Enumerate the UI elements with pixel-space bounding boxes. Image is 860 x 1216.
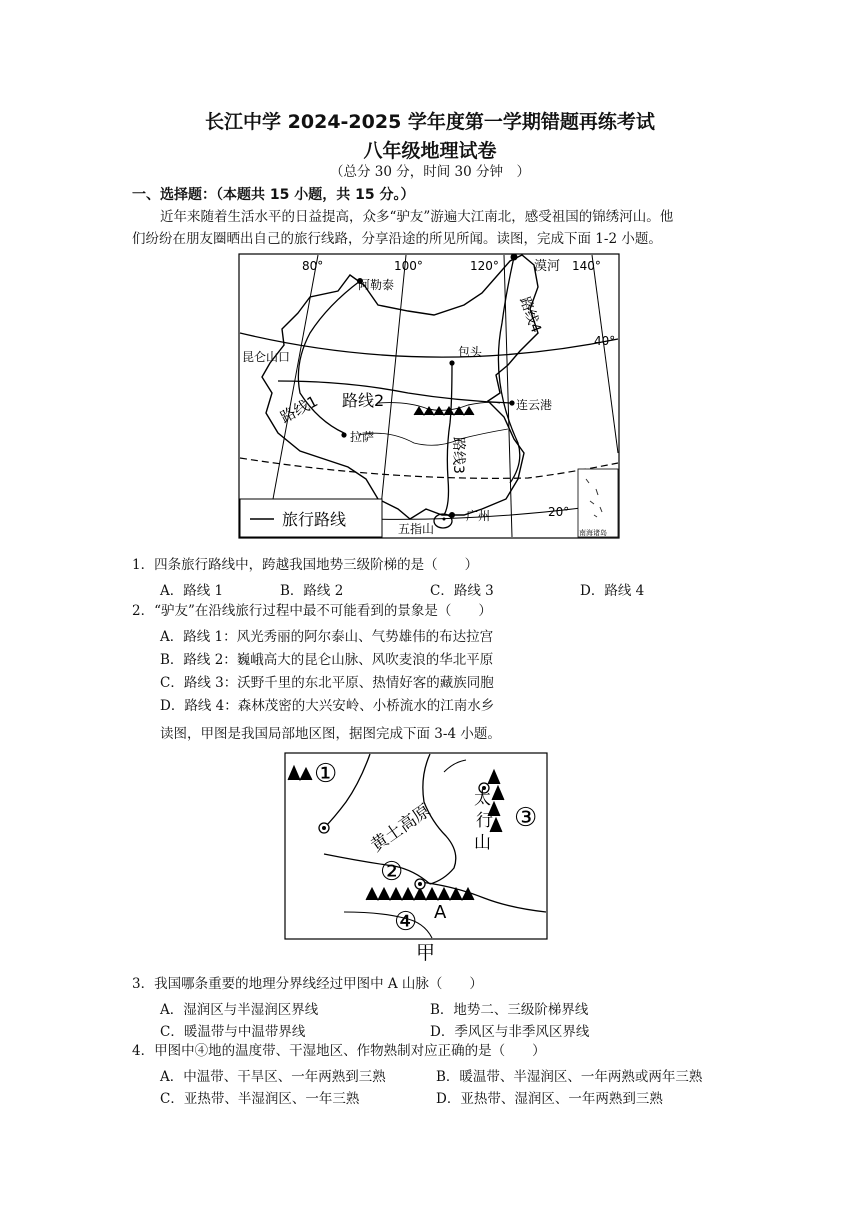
map-caption: 甲 xyxy=(416,942,436,962)
place-lianyungang: 连云港 xyxy=(516,398,553,412)
q3-stem: 3．我国哪条重要的地理分界线经过甲图中 A 山脉（ ） xyxy=(132,976,483,992)
q3-option-a[interactable]: A．湿润区与半湿润区界线 xyxy=(160,1002,319,1018)
route-3-label: 路线3 xyxy=(450,437,466,474)
q2-option-d[interactable]: D．路线 4：森林茂密的大兴安岭、小桥流水的江南水乡 xyxy=(160,698,495,714)
q4-option-d[interactable]: D．亚热带、湿润区、一年两熟到三熟 xyxy=(436,1091,663,1107)
taihang-char-3: 山 xyxy=(474,833,491,853)
exam-meta: （总分 30 分，时间 30 分钟 ） xyxy=(329,164,531,180)
lon-100: 100° xyxy=(394,259,423,273)
intro2-paragraph: 读图，甲图是我国局部地区图，据图完成下面 3-4 小题。 xyxy=(160,726,501,742)
q4-option-a[interactable]: A．中温带、干旱区、一年两熟到三熟 xyxy=(160,1069,386,1085)
q4-stem: 4．甲图中④地的温度带、干湿地区、作物熟制对应正确的是（ ） xyxy=(132,1043,546,1059)
q1-stem: 1．四条旅行路线中，跨越我国地势三级阶梯的是（ ） xyxy=(132,557,479,573)
route-4-label: 路线4 xyxy=(516,294,544,336)
loess-plateau-map xyxy=(284,752,548,962)
q2-option-a[interactable]: A．路线 1：风光秀丽的阿尔泰山、气势雄伟的布达拉宫 xyxy=(160,629,494,645)
place-lhasa: 拉萨 xyxy=(350,430,375,444)
q2-option-b[interactable]: B．路线 2：巍峨高大的昆仑山脉、风吹麦浪的华北平原 xyxy=(160,652,494,668)
taihang-char-2: 行 xyxy=(476,811,493,831)
china-travel-routes-map xyxy=(238,253,620,539)
label-4: ④ xyxy=(394,907,418,937)
q4-option-c[interactable]: C．亚热带、半湿润区、一年三熟 xyxy=(160,1091,360,1107)
exam-subtitle: 八年级地理试卷 xyxy=(363,140,497,162)
section-heading: 一、选择题：（本题共 15 小题，共 15 分。） xyxy=(132,187,415,203)
place-aletai: 阿勒泰 xyxy=(358,278,395,292)
legend-label: 旅行路线 xyxy=(282,510,347,529)
point-a-label: A xyxy=(434,902,447,923)
route-2-label: 路线2 xyxy=(342,391,385,410)
place-guangzhou: 广州 xyxy=(466,509,491,523)
q2-option-c[interactable]: C．路线 3：沃野千里的东北平原、热情好客的藏族同胞 xyxy=(160,675,494,691)
q4-option-b[interactable]: B．暖温带、半湿润区、一年两熟或两年三熟 xyxy=(436,1069,703,1085)
intro-paragraph-line1: 近年来随着生活水平的日益提高，众多“驴友”游遍大江南北，感受祖国的锦绣河山。他 xyxy=(160,209,674,225)
q3-option-c[interactable]: C．暖温带与中温带界线 xyxy=(160,1024,306,1040)
lon-120: 120° xyxy=(470,259,499,273)
place-wuzhishan: 五指山 xyxy=(398,522,435,536)
place-kunlun-pass: 昆仑山口 xyxy=(242,350,291,364)
q1-option-c[interactable]: C．路线 3 xyxy=(430,583,494,599)
lat-20: 20° xyxy=(548,505,570,519)
q3-option-d[interactable]: D．季风区与非季风区界线 xyxy=(430,1024,590,1040)
q1-option-b[interactable]: B．路线 2 xyxy=(280,583,344,599)
label-3: ③ xyxy=(514,803,538,833)
place-mohe: 漠河 xyxy=(534,259,561,274)
q3-option-b[interactable]: B．地势二、三级阶梯界线 xyxy=(430,1002,589,1018)
inset-label: 南海诸岛 xyxy=(579,529,607,537)
taihang-char-1: 太 xyxy=(474,789,491,809)
q1-option-a[interactable]: A．路线 1 xyxy=(160,583,224,599)
q2-stem: 2．“驴友”在沿线旅行过程中最不可能看到的景象是（ ） xyxy=(132,603,492,619)
lat-40: 40° xyxy=(594,334,616,348)
route-1-label: 路线1 xyxy=(277,392,321,427)
intro-paragraph-line2: 们纷纷在朋友圈晒出自己的旅行线路，分享沿途的所见所闻。读图，完成下面 1-2 小题。 xyxy=(132,231,662,247)
place-baotou: 包头 xyxy=(458,345,483,359)
loess-plateau-label: 黄土高原 xyxy=(367,800,435,857)
lon-80: 80° xyxy=(302,259,324,273)
label-1: ① xyxy=(314,759,338,789)
lon-140: 140° xyxy=(572,259,601,273)
exam-title: 长江中学 2024-2025 学年度第一学期错题再练考试 xyxy=(205,111,655,133)
label-2: ② xyxy=(380,857,404,887)
q1-option-d[interactable]: D．路线 4 xyxy=(580,583,645,599)
